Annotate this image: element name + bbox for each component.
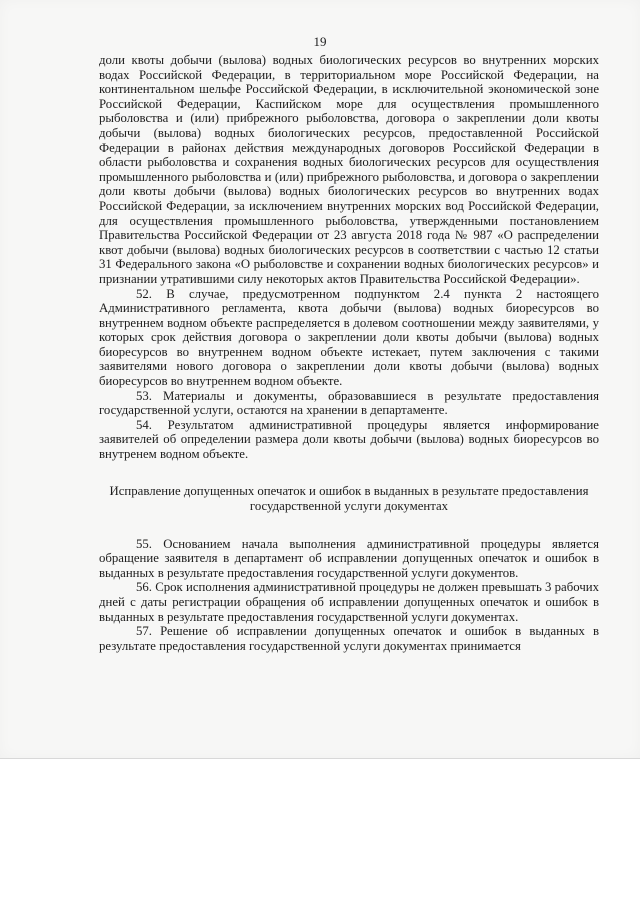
paragraph-55: 55. Основанием начала выполнения административной процедуры является обращение заявителя в департамент об исправлении допущенных опечаток и ошибок в выданных в результате предоставления государственной услуги документов. <box>99 536 599 580</box>
page-number: 19 <box>313 34 327 49</box>
paragraph-continuation: доли квоты добычи (вылова) водных биологических ресурсов во внутренних морских водах Российской Федерации, в территориальном море Российской Федерации, на континентальном шельфе Российской Федерации, в исключительной экономической зоне Российской Федерации, Каспийском море для осуществления промышленного рыболовства и (или) прибрежного рыболовства, договора о закреплении доли квоты добычи (вылова) водных биологических ресурсов, предоставленной Российской Федерации в районах действия международных договоров Российской Федерации в области рыболовства и сохранения водных биологических ресурсов для осуществления промышленного рыболовства и (или) прибрежного рыболовства, и договора о закреплении доли квоты добычи (вылова) водных биологических ресурсов во внутренних водах Российской Федерации, за исключением внутренних морских вод Российской Федерации, для осуществления промышленного рыболовства, утвержденными постановлением Правительства Российской Федерации от 23 августа 2018 года № 987 «О распределении квот добычи (вылова) водных биологических ресурсов в соответствии с частью 12 статьи 31 Федерального закона «О рыболовстве и сохранении водных биологических ресурсов» и признании утратившими силу некоторых актов Правительства Российской Федерации». <box>99 53 599 286</box>
document-body <box>99 53 599 653</box>
section-heading: Исправление допущенных опечаток и ошибок в выданных в результате предоставления государственной услуги документах <box>109 483 589 514</box>
paragraph-56: 56. Срок исполнения административной процедуры не должен превышать 3 рабочих дней с даты регистрации обращения об исправлении допущенных опечаток и ошибок в выданных в результате предоставления государственной услуги документах. <box>99 580 599 624</box>
paragraph-52: 52. В случае, предусмотренном подпунктом 2.4 пункта 2 настоящего Административного регламента, квота добычи (вылова) водных биоресурсов во внутреннем водном объекте распределяется в долевом соотношении между заявителями, у которых срок действия договора о закреплении доли квоты добычи (вылова) водных биоресурсов во внутреннем водном объекте истекает, путем заключения с такими заявителями нового договора о закреплении доли квоты добычи (вылова) водных биоресурсов во внутреннем водном объекте. <box>99 286 599 389</box>
paragraph-53: 53. Материалы и документы, образовавшиеся в результате предоставления государственной услуги, остаются на хранении в департаменте. <box>99 388 599 418</box>
paragraph-57: 57. Решение об исправлении допущенных опечаток и ошибок в выданных в результате предоставления государственной услуги документах принимается <box>99 624 599 653</box>
paragraph-54: 54. Результатом административной процедуры является информирование заявителей об определении размера доли квоты добычи (вылова) водных биоресурсов во внутренем водном объекте. <box>99 417 599 462</box>
